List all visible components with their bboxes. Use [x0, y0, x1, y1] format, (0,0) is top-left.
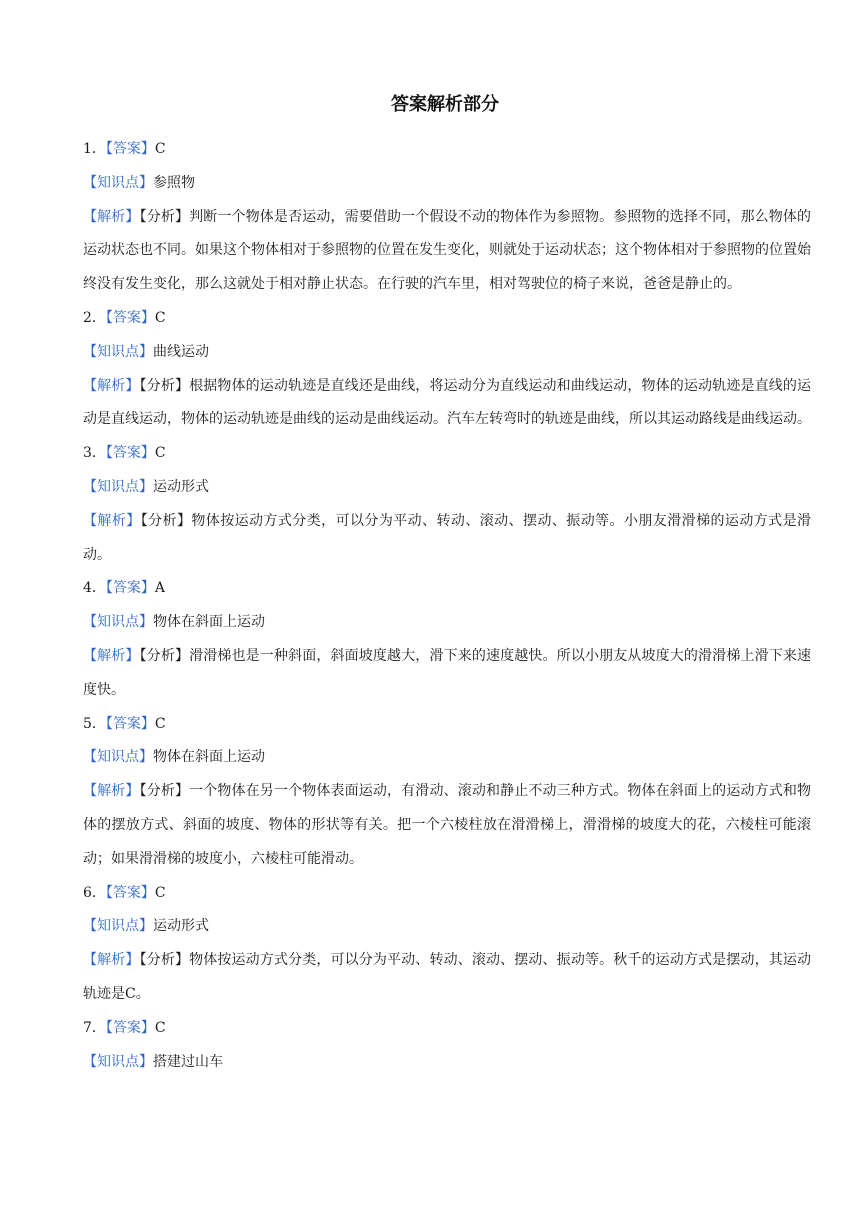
answer-item: [83, 1012, 811, 1080]
analysis-tag: 【解析】: [83, 647, 140, 664]
answer-tag: 【答案】: [105, 1019, 155, 1036]
knowledge-point-value: 曲线运动: [153, 343, 209, 360]
analysis-tag: 【解析】: [83, 512, 141, 529]
page-title: 答案解析部分: [391, 94, 499, 115]
analysis-text: 【分析】一个物体在另一个物体表面运动，有滑动、滚动和静止不动三种方式。物体在斜面上的运动方式和物体的摆放方式、斜面的坡度、物体的形状等有关。把一个六棱柱放在滑滑梯上，滑滑梯的坡度大的花，六棱柱可能滚动；如果滑滑梯的坡度小，六棱柱可能滑动。: [83, 783, 812, 867]
answer-value: C: [154, 715, 166, 732]
question-number: 1．: [83, 141, 106, 157]
knowledge-point-value: 运动形式: [153, 918, 209, 935]
analysis-paragraph: [83, 775, 811, 876]
answer-line: [83, 572, 811, 606]
analysis-paragraph: [83, 505, 811, 573]
answer-value: C: [154, 884, 166, 901]
knowledge-point-tag: 【知识点】: [83, 1053, 153, 1070]
answer-line: [83, 133, 811, 167]
answer-value: A: [154, 580, 166, 597]
knowledge-point-line: [83, 471, 811, 505]
knowledge-point-tag: 【知识点】: [83, 614, 153, 631]
question-number: 2．: [83, 309, 106, 326]
analysis-paragraph: [83, 640, 811, 708]
analysis-tag: 【解析】: [83, 783, 140, 800]
answer-value: C: [154, 309, 166, 326]
analysis-text: 【分析】根据物体的运动轨迹是直线还是曲线，将运动分为直线运动和曲线运动，物体的运动轨迹是直线的运动是直线运动，物体的运动轨迹是曲线的运动是曲线运动。汽车左转弯时的轨迹是曲线，所以其运动路线是曲线运动。: [83, 377, 812, 428]
answer-item: [83, 133, 811, 302]
knowledge-point-value: 搭建过山车: [153, 1053, 223, 1070]
knowledge-point-tag: 【知识点】: [83, 174, 153, 191]
analysis-text: 【分析】物体按运动方式分类，可以分为平动、转动、滚动、摆动、振动等。秋千的运动方式是摆动，其运动轨迹是C。: [83, 952, 812, 1002]
analysis-tag: 【解析】: [83, 377, 140, 394]
knowledge-point-line: [83, 741, 811, 775]
knowledge-point-line: [83, 910, 811, 944]
knowledge-point-tag: 【知识点】: [83, 918, 153, 935]
knowledge-point-tag: 【知识点】: [83, 343, 153, 360]
knowledge-point-tag: 【知识点】: [83, 478, 153, 495]
answer-line: [83, 302, 811, 336]
analysis-paragraph: [83, 370, 811, 438]
knowledge-point-tag: 【知识点】: [83, 749, 153, 766]
answer-tag: 【答案】: [105, 884, 155, 901]
question-number: 4．: [83, 580, 106, 597]
knowledge-point-value: 运动形式: [153, 478, 209, 495]
answer-tag: 【答案】: [105, 309, 155, 326]
question-number: 6．: [83, 884, 106, 901]
knowledge-point-line: [83, 336, 811, 370]
answer-line: [83, 877, 811, 911]
answer-line: [83, 1012, 811, 1046]
analysis-tag: 【解析】: [83, 952, 140, 969]
question-number: 7．: [83, 1019, 106, 1036]
answer-tag: 【答案】: [105, 715, 155, 732]
knowledge-point-line: [83, 606, 811, 640]
answer-value: C: [154, 141, 166, 157]
knowledge-point-value: 参照物: [153, 174, 195, 191]
analysis-text: 【分析】物体按运动方式分类，可以分为平动、转动、滚动、摆动、振动等。小朋友滑滑梯的运动方式是滑动。: [83, 512, 812, 563]
answer-item: [83, 877, 811, 1012]
answer-tag: 【答案】: [105, 141, 155, 157]
answer-tag: 【答案】: [105, 580, 155, 597]
answer-item: [83, 437, 811, 572]
analysis-tag: 【解析】: [83, 208, 140, 225]
answer-item: [83, 572, 811, 707]
answer-list: [83, 133, 811, 1079]
analysis-paragraph: [83, 944, 811, 1012]
answer-tag: 【答案】: [105, 445, 155, 462]
answer-value: C: [154, 445, 166, 462]
question-number: 5．: [83, 715, 106, 732]
knowledge-point-value: 物体在斜面上运动: [153, 614, 265, 631]
analysis-text: 【分析】判断一个物体是否运动，需要借助一个假设不动的物体作为参照物。参照物的选择不同，那么物体的运动状态也不同。如果这个物体相对于参照物的位置在发生变化，则就处于运动状态；这个物体相对于参照物的位置始终没有发生变化，那么这就处于相对静止状态。在行驶的汽车里，相对驾驶位的椅子来说，爸爸是静止的。: [83, 208, 812, 293]
answer-item: [83, 302, 811, 437]
knowledge-point-line: [83, 1046, 811, 1080]
question-number: 3．: [83, 445, 106, 462]
answer-value: C: [154, 1019, 166, 1036]
answer-line: [83, 437, 811, 471]
knowledge-point-line: [83, 167, 811, 201]
knowledge-point-value: 物体在斜面上运动: [153, 749, 265, 766]
answer-line: [83, 708, 811, 742]
analysis-text: 【分析】滑滑梯也是一种斜面，斜面坡度越大，滑下来的速度越快。所以小朋友从坡度大的滑滑梯上滑下来速度快。: [83, 647, 812, 698]
answer-item: [83, 708, 811, 877]
analysis-paragraph: [83, 201, 811, 302]
